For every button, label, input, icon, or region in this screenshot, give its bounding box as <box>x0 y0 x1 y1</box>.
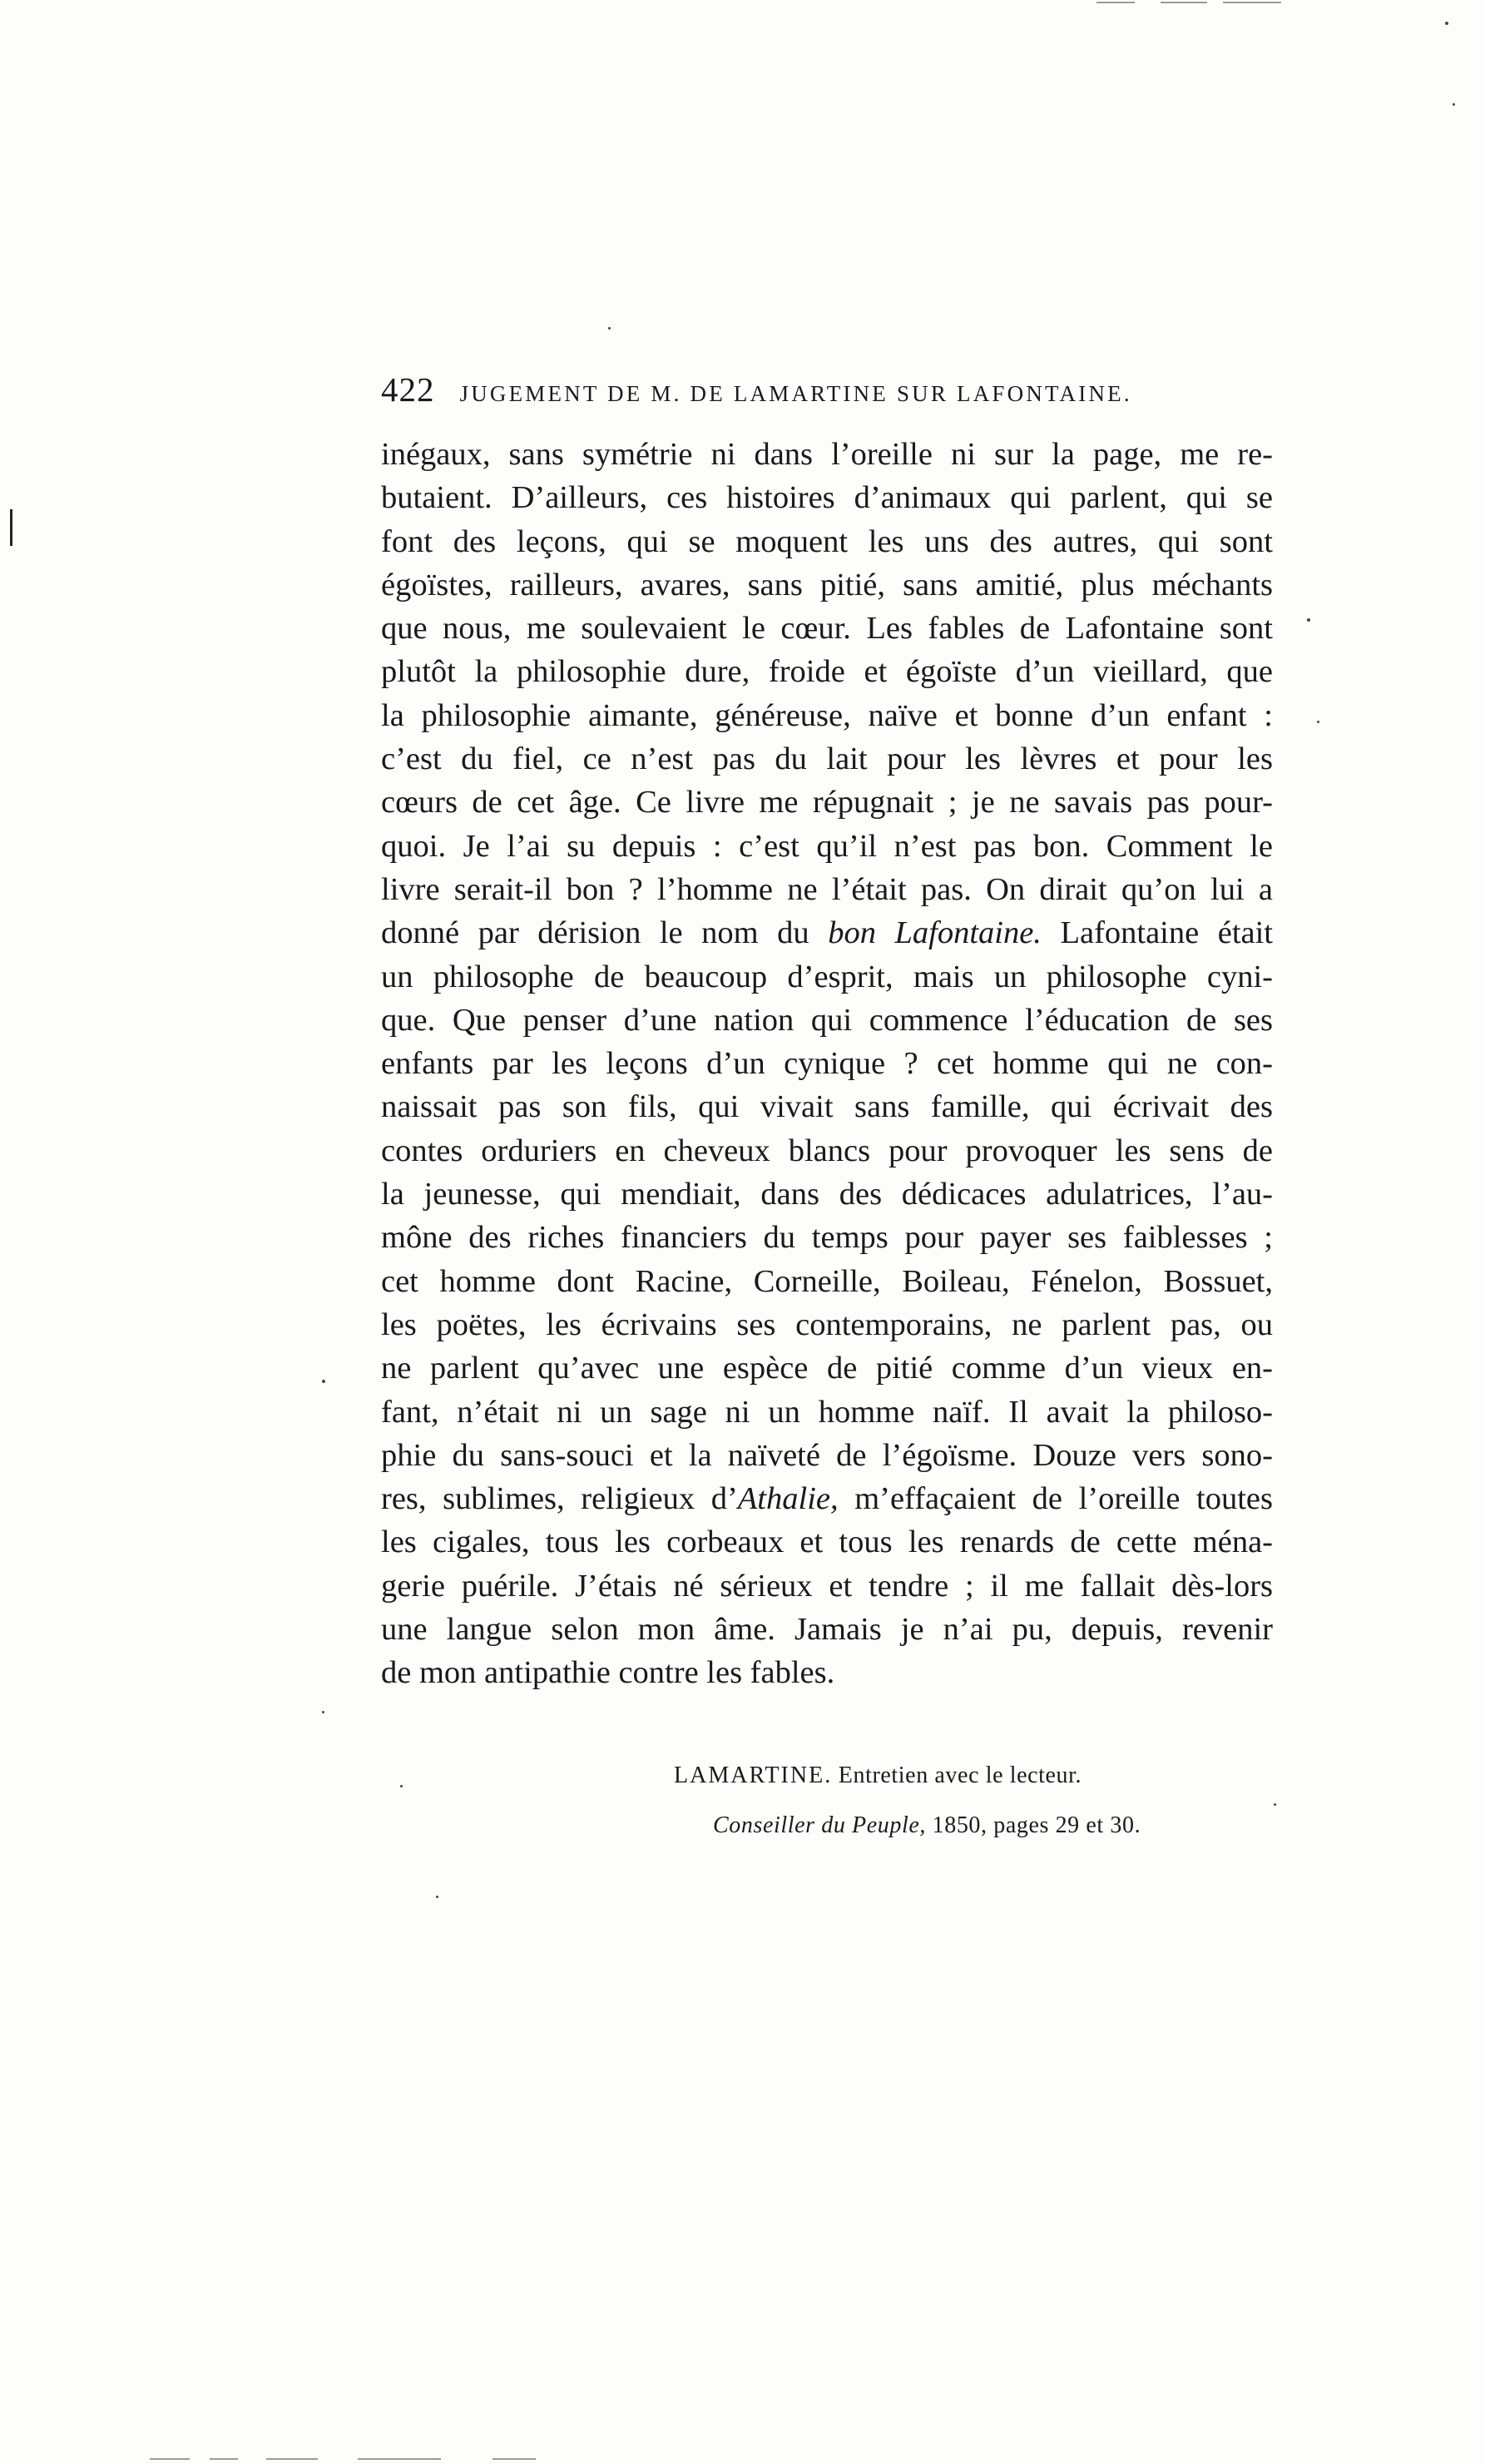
text-line: une langue selon mon âme. Jamais je n’ai pu, depuis, revenir <box>381 1612 1273 1648</box>
scan-edge-rule <box>266 2458 318 2460</box>
text-line: les poëtes, les écrivains ses contemporains, ne parlent pas, ou <box>381 1306 1273 1342</box>
text-line: naissait pas son fils, qui vivait sans famille, qui écrivait des <box>381 1089 1273 1125</box>
scan-speck <box>1445 22 1448 25</box>
text-line: mône des riches financiers du temps pour payer ses faiblesses ; <box>381 1220 1273 1256</box>
scan-speck <box>436 1896 438 1898</box>
scan-speck <box>322 1380 325 1383</box>
text-line: font des leçons, qui se moquent les uns des autres, qui sont <box>381 523 1273 559</box>
text-line: c’est du fiel, ce n’est pas du lait pour les lèvres et pour les <box>381 741 1273 777</box>
text-line: fant, n’était ni un sage ni un homme naïf. Il avait la philoso- <box>381 1394 1273 1430</box>
attribution-work: Entretien avec le lecteur. <box>832 1762 1082 1788</box>
page-header <box>381 369 1275 419</box>
scan-speck <box>1274 1803 1276 1806</box>
running-head: JUGEMENT DE M. DE LAMARTINE SUR LAFONTAINE. <box>459 381 1132 406</box>
scan-edge-rule <box>1161 2 1207 3</box>
text-line: la jeunesse, qui mendiait, dans des dédicaces adulatrices, l’au- <box>381 1177 1273 1212</box>
text-line: ne parlent qu’avec une espèce de pitié comme d’un vieux en- <box>381 1351 1273 1386</box>
source-details: 1850, pages 29 et 30. <box>926 1812 1141 1838</box>
margin-mark <box>10 509 12 546</box>
italic-title-athalie: Athalie, <box>737 1481 839 1517</box>
text-run: donné par dérision le nom du <box>381 915 829 951</box>
text-line: contes orduriers en cheveux blancs pour provoquer les sens de <box>381 1133 1273 1168</box>
text-line: cet homme dont Racine, Corneille, Boileau, Fénelon, Bossuet, <box>381 1263 1273 1299</box>
text-line: que. Que penser d’une nation qui commence l’éducation de ses <box>381 1002 1273 1038</box>
scan-edge-rule <box>1096 2 1135 3</box>
scan-edge-rule <box>358 2458 441 2460</box>
text-line: la philosophie aimante, généreuse, naïve et bonne d’un enfant : <box>381 697 1273 733</box>
text-line <box>381 1477 1273 1520</box>
source-title: Conseiller du Peuple, <box>713 1812 927 1838</box>
body-text <box>381 433 1273 1695</box>
text-line: égoïstes, railleurs, avares, sans pitié, sans amitié, plus méchants <box>381 567 1273 602</box>
italic-title-bon-lafontaine: bon Lafontaine. <box>828 915 1042 951</box>
text-line-last: de mon antipathie contre les fables. <box>381 1655 835 1691</box>
text-line: gerie puérile. J’étais né sérieux et tendre ; il me fallait dès-lors <box>381 1568 1273 1604</box>
text-run: Lafontaine était <box>1041 915 1274 951</box>
scan-speck <box>1307 618 1310 622</box>
text-run: m’effaçaient de l’oreille toutes <box>838 1481 1273 1517</box>
text-line: livre serait-il bon ? l’homme ne l’était pas. On dirait qu’on lui a <box>381 871 1273 907</box>
text-line: cœurs de cet âge. Ce livre me répugnait ; je ne savais pas pour- <box>381 785 1273 821</box>
text-run: res, sublimes, religieux d’ <box>381 1481 738 1517</box>
text-line: les cigales, tous les corbeaux et tous les renards de cette ména- <box>381 1525 1273 1560</box>
text-line: inégaux, sans symétrie ni dans l’oreille ni sur la page, me re- <box>381 437 1273 472</box>
attribution-author: LAMARTINE. <box>674 1762 833 1788</box>
text-line <box>381 911 1273 954</box>
text-line: que nous, me soulevaient le cœur. Les fables de Lafontaine sont <box>381 611 1273 647</box>
scan-speck <box>400 1785 403 1787</box>
scan-speck <box>322 1711 324 1713</box>
scan-speck <box>1453 103 1455 106</box>
scan-speck <box>608 327 611 330</box>
text-line: butaient. D’ailleurs, ces histoires d’animaux qui parlent, qui se <box>381 480 1273 516</box>
text-line: plutôt la philosophie dure, froide et égoïste d’un vieillard, que <box>381 654 1273 690</box>
source-citation <box>713 1812 1141 1839</box>
scan-edge-rule <box>210 2458 238 2460</box>
scan-edge-rule <box>493 2458 536 2460</box>
scan-edge-rule <box>1223 2 1281 3</box>
attribution <box>674 1762 1082 1789</box>
text-line: quoi. Je l’ai su depuis : c’est qu’il n’est pas bon. Comment le <box>381 828 1273 864</box>
page-number: 422 <box>381 370 435 409</box>
text-line: enfants par les leçons d’un cynique ? cet homme qui ne con- <box>381 1046 1273 1082</box>
scan-edge-rule <box>150 2458 190 2460</box>
text-line: phie du sans-souci et la naïveté de l’égoïsme. Douze vers sono- <box>381 1437 1273 1473</box>
text-line: un philosophe de beaucoup d’esprit, mais un philosophe cyni- <box>381 959 1273 994</box>
scan-speck <box>1317 721 1319 723</box>
